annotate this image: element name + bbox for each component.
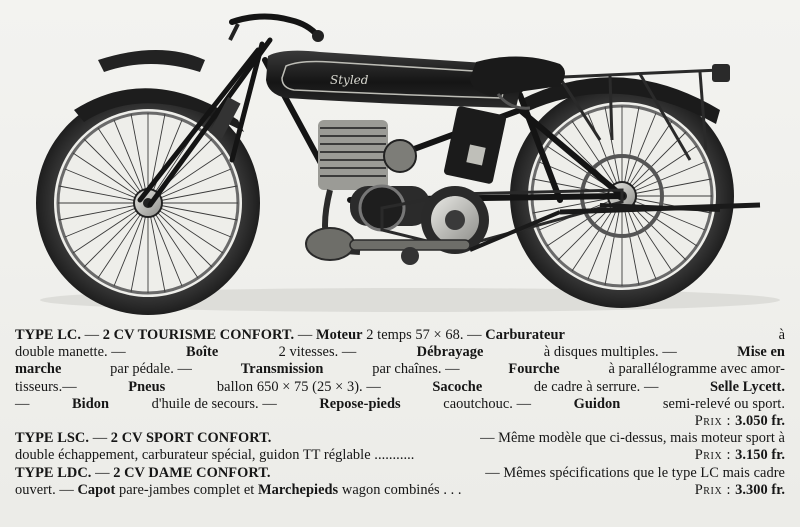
spec-text: double manette. — [15, 344, 126, 361]
price-label: Prix : [694, 412, 732, 429]
pneus-term: Pneus [128, 378, 166, 395]
spec-line-8 [15, 447, 785, 464]
spec-text: — Mêmes spécifications que le type LC mais cadre [485, 464, 785, 481]
moteur-term: Moteur [315, 327, 363, 343]
handlebars [232, 16, 318, 36]
price-label: Prix : [694, 447, 732, 464]
spec-line-10 [15, 482, 785, 499]
toolbox [443, 106, 506, 185]
brand-logo-text: Styled [330, 73, 369, 87]
guidon-term: Guidon [573, 395, 621, 412]
spec-text: ballon 650 × 75 (25 × 3). — [216, 378, 381, 395]
dash: — [297, 327, 313, 343]
spec-text: — Même modèle que ci-dessus, mais moteur sport à [480, 430, 785, 447]
spec-text: semi-relevé ou sport. [662, 395, 785, 412]
spec-text: caoutchouc. — [443, 395, 532, 412]
sacoche-term: Sacoche [432, 378, 483, 395]
price-label: Prix : [694, 481, 732, 498]
type-lsc-label: TYPE LSC. [15, 430, 90, 447]
spec-text: double échappement, carburateur spécial, guidon TT réglable ........... [15, 447, 415, 464]
debrayage-term: Débrayage [416, 344, 484, 361]
bidon-term: Bidon [72, 395, 110, 412]
specification-text [15, 327, 785, 499]
price-value: 3.150 fr. [735, 447, 785, 464]
price-ldc [695, 482, 785, 499]
spec-line-2 [15, 344, 785, 361]
carburateur-term: Carburateur [485, 327, 565, 343]
marchepieds-term: Marchepieds [257, 481, 339, 498]
price-lc [695, 413, 785, 430]
footrest [401, 247, 419, 265]
capot-term: Capot [77, 481, 116, 498]
rear-lamp [712, 64, 730, 82]
spec-text: de cadre à serrure. — [533, 378, 659, 395]
spec-line-7 [15, 430, 785, 447]
price-value: 3.050 fr. [735, 412, 785, 429]
spec-text: à disques multiples. — [543, 344, 677, 361]
dash: — [84, 327, 100, 343]
dash: — [92, 430, 108, 447]
price-lsc [695, 447, 785, 464]
spec-text: par chaînes. — [372, 361, 460, 378]
mise-en-marche-term: Mise en [737, 344, 785, 361]
spec-text: tisseurs.— [15, 378, 77, 395]
fourche-term: Fourche [508, 361, 560, 378]
type-lsc-model: 2 CV SPORT CONFORT. [110, 430, 272, 447]
spec-text: 2 vitesses. — [278, 344, 357, 361]
type-lc-model: 2 CV TOURISME CONFORT. [102, 327, 295, 343]
transmission-term: Transmission [240, 361, 324, 378]
moteur-text: 2 temps 57 × 68. — [366, 327, 482, 343]
spec-text: pare-jambes complet et [118, 481, 255, 498]
spec-text: wagon combinés . . . [341, 481, 462, 498]
spec-text: d'huile de secours. — [151, 395, 277, 412]
spec-line-5 [15, 396, 785, 413]
spec-text: à parallélogramme avec amor- [608, 361, 785, 378]
engine [318, 120, 430, 230]
spec-line-1 [15, 327, 785, 344]
price-value: 3.300 fr. [735, 481, 785, 498]
boite-term: Boîte [186, 344, 219, 361]
spec-line-6 [15, 413, 785, 430]
spec-text: ouvert. — [15, 481, 74, 498]
spec-line-3 [15, 361, 785, 378]
spec-text: par pédale. — [110, 361, 192, 378]
line-end-text: à [778, 327, 785, 343]
spec-line-9 [15, 465, 785, 482]
selle-term: Selle Lycett. [709, 378, 785, 395]
marche-term: marche [15, 361, 62, 378]
dash: — [95, 464, 110, 481]
repose-pieds-term: Repose-pieds [319, 395, 401, 412]
spec-line-4 [15, 379, 785, 396]
type-ldc-model: 2 CV DAME CONFORT. [113, 464, 271, 481]
type-ldc-label: TYPE LDC. [15, 464, 92, 481]
dash: — [15, 395, 30, 412]
type-lc-label: TYPE LC. [15, 327, 81, 343]
